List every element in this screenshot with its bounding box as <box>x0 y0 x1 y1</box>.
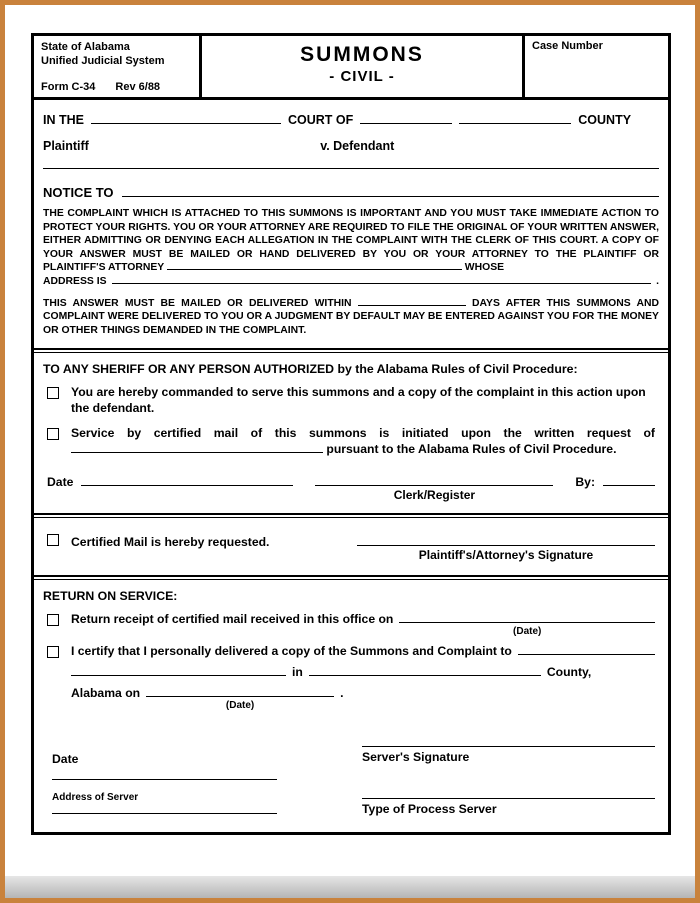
case-number-field[interactable] <box>532 52 661 88</box>
by-label: By: <box>575 474 595 489</box>
parties-name-line[interactable] <box>43 168 659 169</box>
court-of-blank-1[interactable] <box>360 123 452 124</box>
certified-mail-service-text1: Service by certified mail of this summons is initiated upon the written request of <box>71 425 655 440</box>
form-title: SUMMONS <box>300 43 424 66</box>
answer-deadline-text1: THIS ANSWER MUST BE MAILED OR DELIVERED WITHIN <box>43 297 352 309</box>
delivered-to-continued-blank[interactable] <box>71 675 286 676</box>
court-line <box>43 113 659 127</box>
by-blank[interactable] <box>603 485 655 486</box>
certified-mail-service-text <box>71 426 655 458</box>
answer-deadline-paragraph <box>43 297 659 338</box>
delivery-county-blank[interactable] <box>309 675 541 676</box>
return-receipt-text: Return receipt of certified mail received in this office on <box>71 611 394 626</box>
complaint-notice-paragraph <box>43 207 659 275</box>
days-blank[interactable] <box>358 305 466 306</box>
attorney-address-blank[interactable] <box>112 283 652 284</box>
server-signature-label: Server's Signature <box>362 750 470 764</box>
address-row <box>43 276 659 287</box>
address-is-label: ADDRESS IS <box>43 275 107 287</box>
personal-delivery-item <box>47 644 655 718</box>
serve-summons-text: You are hereby commanded to serve this summons and a copy of the complaint in this action upon the defendant. <box>71 385 646 415</box>
certified-mail-service-item <box>47 426 655 458</box>
personal-delivery-checkbox[interactable] <box>47 646 59 658</box>
notice-paragraph-text: THE COMPLAINT WHICH IS ATTACHED TO THIS SUMMONS IS IMPORTANT AND YOU MUST TAKE IMMEDIATE ACTION TO PROTECT YOUR RIGHTS. YOU OR YOUR ATTORNEY ARE REQUIRED TO FILE THE ORIGINAL OF YOUR WRITTEN ANSWER, EITHER ADMITTING OR DENYING EACH ALLEGATION IN THE COMPLAINT WITH THE CLERK OF THIS COURT. A COPY OF YOUR ANSWER MUST BE MAILED OR HAND DELIVERED BY YOU OR YOUR ATTORNEY TO THE PLAINTIFF OR PLAINTIFF'S ATTORNEY <box>43 208 659 274</box>
receipt-date-caption: (Date) <box>513 625 542 637</box>
server-signature-cell <box>362 740 655 780</box>
return-on-service-heading: RETURN ON SERVICE: <box>43 588 178 603</box>
return-receipt-item <box>47 611 655 637</box>
clerk-date-blank[interactable] <box>81 485 293 486</box>
form-number-row <box>41 81 193 93</box>
type-of-process-server-label: Type of Process Server <box>362 802 497 816</box>
county-label: COUNTY <box>578 113 632 127</box>
address-of-server-line[interactable] <box>52 813 277 814</box>
delivery-period: . <box>340 686 344 701</box>
server-signature-block <box>52 740 655 816</box>
written-request-blank[interactable] <box>71 452 323 453</box>
attorney-name-blank[interactable] <box>167 269 462 270</box>
sheriff-heading: TO ANY SHERIFF OR ANY PERSON AUTHORIZED by the Alabama Rules of Civil Procedure: <box>43 362 578 377</box>
delivered-to-blank[interactable] <box>518 654 655 655</box>
certified-mail-requested-checkbox[interactable] <box>47 534 59 546</box>
court-of-blank-2[interactable] <box>459 123 571 124</box>
court-of-label: COURT OF <box>287 113 354 127</box>
clerk-date-label: Date <box>47 474 74 489</box>
clerk-register-caption: Clerk/Register <box>393 487 476 502</box>
section-divider-1 <box>34 348 668 353</box>
defendant-label: v. Defendant <box>320 139 395 153</box>
plaintiff-label: Plaintiff <box>43 139 89 153</box>
clerk-date-row <box>47 474 655 502</box>
answer-deadline-text2: DAYS AFTER THIS SUMMONS AND COMPLAINT WERE DELIVERED TO YOU OR A JUDGMENT BY DEFAULT MAY BE ENTERED AGAINST YOU FOR THE MONEY OR OTHER THINGS DEMANDED IN THE COMPLAINT. <box>43 297 659 336</box>
address-of-server-cell <box>52 780 304 816</box>
form-number: Form C-34 <box>41 81 96 93</box>
case-number-block <box>522 36 668 97</box>
process-server-type-line[interactable] <box>362 798 655 799</box>
in-the-label: IN THE <box>43 113 84 127</box>
agency-block <box>34 36 202 97</box>
personal-delivery-text1: I certify that I personally delivered a copy of the Summons and Complaint to <box>71 644 512 659</box>
plaintiff-attorney-signature-caption: Plaintiff's/Attorney's Signature <box>418 547 594 562</box>
scan-edge-shadow <box>5 876 695 898</box>
serve-summons-item <box>47 385 655 417</box>
receipt-date-blank[interactable] <box>399 622 655 637</box>
court-name-blank[interactable] <box>91 123 281 124</box>
clerk-signature-line[interactable] <box>315 485 553 502</box>
summons-civil-form <box>31 33 671 835</box>
delivery-date-blank[interactable] <box>146 696 334 712</box>
agency-line1: State of Alabama <box>41 41 130 53</box>
notice-to-row <box>43 185 659 200</box>
notice-to-label: NOTICE TO <box>43 185 114 200</box>
server-date-label: Date <box>52 752 79 766</box>
form-header <box>34 36 668 100</box>
form-revision: Rev 6/88 <box>115 81 161 93</box>
agency-name <box>41 41 193 69</box>
form-title-block <box>202 36 522 97</box>
address-period: . <box>656 275 659 287</box>
certified-mail-service-text2: pursuant to the Alabama Rules of Civil Procedure. <box>326 441 617 456</box>
parties-row <box>43 139 659 153</box>
plaintiff-attorney-signature-line[interactable] <box>357 545 655 562</box>
certified-mail-service-checkbox[interactable] <box>47 428 59 440</box>
personal-delivery-text-block <box>71 644 655 718</box>
whose-label: WHOSE <box>464 262 505 274</box>
return-receipt-checkbox[interactable] <box>47 614 59 626</box>
server-date-cell <box>52 740 304 780</box>
county-suffix-label: County, <box>546 665 592 680</box>
serve-summons-checkbox[interactable] <box>47 387 59 399</box>
case-number-label: Case Number <box>532 40 603 52</box>
in-label: in <box>292 665 303 680</box>
section-divider-3 <box>34 575 668 580</box>
address-of-server-label: Address of Server <box>52 792 139 803</box>
delivery-date-caption: (Date) <box>225 700 255 712</box>
certified-mail-requested-text: Certified Mail is hereby requested. <box>71 534 270 549</box>
section-divider-2 <box>34 513 668 518</box>
agency-line2: Unified Judicial System <box>41 54 165 67</box>
type-of-process-server-cell <box>362 780 655 816</box>
certified-mail-request-row <box>47 532 655 562</box>
form-subtitle: - CIVIL - <box>329 68 395 85</box>
server-signature-line[interactable] <box>362 746 655 747</box>
notice-to-blank[interactable] <box>122 196 659 197</box>
alabama-on-label: Alabama on <box>71 686 141 701</box>
return-receipt-text-block <box>71 611 655 637</box>
